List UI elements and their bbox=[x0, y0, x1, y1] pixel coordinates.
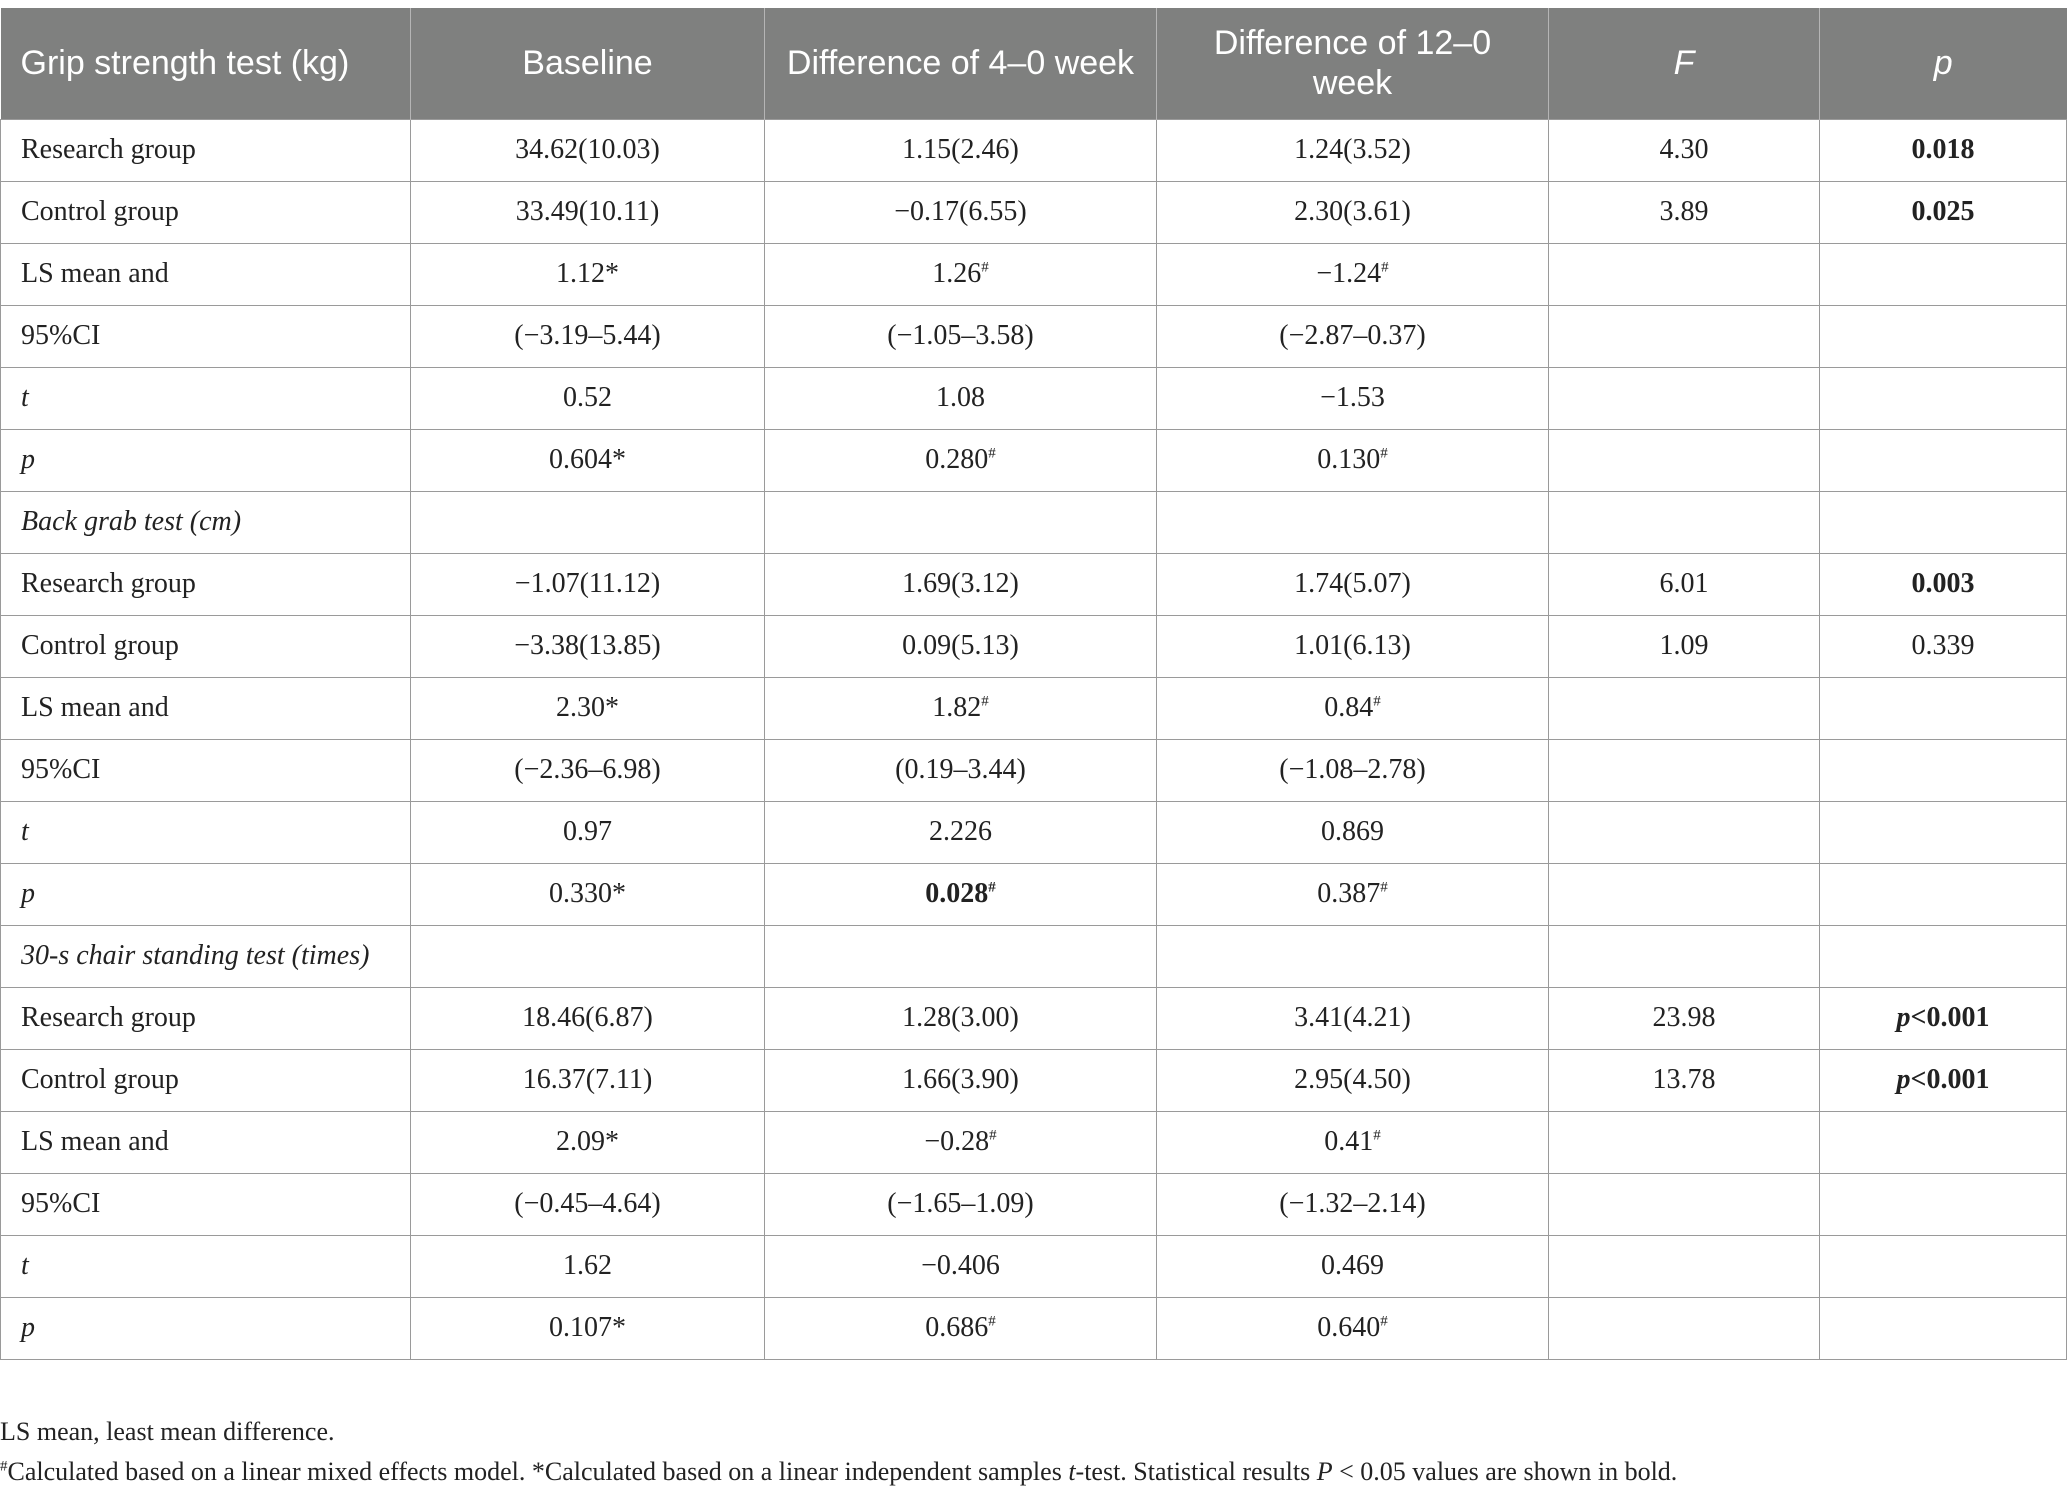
row-label: Control group bbox=[1, 615, 411, 677]
cell-value: 1.82 bbox=[932, 692, 982, 723]
table-cell: 0.339 bbox=[1820, 615, 2067, 677]
table-cell bbox=[1549, 739, 1820, 801]
table-cell bbox=[1157, 1297, 1549, 1359]
table-cell: 16.37(7.11) bbox=[411, 1049, 765, 1111]
table-cell: (−1.05–3.58) bbox=[765, 305, 1157, 367]
empty-cell bbox=[1820, 925, 2067, 987]
table-cell bbox=[1549, 305, 1820, 367]
row-label: LS mean and bbox=[1, 1111, 411, 1173]
table-row bbox=[1, 1111, 2067, 1173]
hash-marker: # bbox=[988, 445, 996, 462]
table-row bbox=[1, 181, 2067, 243]
table-cell bbox=[1157, 429, 1549, 491]
table-cell bbox=[1820, 367, 2067, 429]
row-label: p bbox=[1, 863, 411, 925]
table-cell: −1.07(11.12) bbox=[411, 553, 765, 615]
cell-value: <0.001 bbox=[1910, 1002, 1990, 1033]
table-row bbox=[1, 739, 2067, 801]
table-cell bbox=[1820, 1173, 2067, 1235]
cell-value: −1.24 bbox=[1316, 258, 1382, 289]
empty-cell bbox=[1549, 491, 1820, 553]
table-cell: 0.869 bbox=[1157, 801, 1549, 863]
table-cell: −0.17(6.55) bbox=[765, 181, 1157, 243]
cell-value: <0.001 bbox=[1910, 1064, 1990, 1095]
table-row bbox=[1, 1049, 2067, 1111]
table-row bbox=[1, 863, 2067, 925]
table-cell bbox=[1820, 243, 2067, 305]
results-table bbox=[0, 8, 2067, 1360]
footnote-p: P bbox=[1316, 1457, 1333, 1486]
table-cell bbox=[1549, 1297, 1820, 1359]
table-cell: 1.69(3.12) bbox=[765, 553, 1157, 615]
row-label: t bbox=[1, 801, 411, 863]
cell-value: 0.686 bbox=[925, 1312, 989, 1343]
table-cell: 1.74(5.07) bbox=[1157, 553, 1549, 615]
table-cell bbox=[765, 677, 1157, 739]
p-symbol: p bbox=[1896, 1064, 1911, 1095]
header-row bbox=[1, 8, 2067, 119]
table-cell: 0.107* bbox=[411, 1297, 765, 1359]
empty-cell bbox=[1549, 925, 1820, 987]
cell-value: 0.41 bbox=[1324, 1126, 1374, 1157]
hash-marker: # bbox=[1373, 693, 1381, 710]
table-cell: 2.95(4.50) bbox=[1157, 1049, 1549, 1111]
table-cell: (−2.87–0.37) bbox=[1157, 305, 1549, 367]
table-cell: −0.406 bbox=[765, 1235, 1157, 1297]
table-cell bbox=[1820, 1049, 2067, 1111]
table-cell: 0.025 bbox=[1820, 181, 2067, 243]
footnote-t: t bbox=[1068, 1457, 1076, 1486]
hash-marker: # bbox=[988, 1313, 996, 1330]
empty-cell bbox=[1157, 925, 1549, 987]
table-footnotes bbox=[0, 1412, 2060, 1492]
table-cell: 1.09 bbox=[1549, 615, 1820, 677]
header-cell-measure: Grip strength test (kg) bbox=[1, 8, 411, 119]
row-label: p bbox=[1, 429, 411, 491]
row-label: LS mean and bbox=[1, 243, 411, 305]
table-row bbox=[1, 367, 2067, 429]
hash-marker: # bbox=[988, 879, 996, 896]
table-cell: 1.12* bbox=[411, 243, 765, 305]
table-row bbox=[1, 429, 2067, 491]
cell-value: −0.28 bbox=[924, 1126, 990, 1157]
row-label: 95%CI bbox=[1, 739, 411, 801]
cell-value: 1.26 bbox=[932, 258, 982, 289]
row-label: Research group bbox=[1, 553, 411, 615]
table-cell bbox=[1820, 739, 2067, 801]
table-cell bbox=[1549, 801, 1820, 863]
cell-value: 0.280 bbox=[925, 444, 989, 475]
table-cell bbox=[1820, 305, 2067, 367]
table-cell: 2.30* bbox=[411, 677, 765, 739]
hash-marker: # bbox=[1381, 259, 1389, 276]
table-cell: (−1.65–1.09) bbox=[765, 1173, 1157, 1235]
table-cell: 4.30 bbox=[1549, 119, 1820, 181]
table-cell: 1.15(2.46) bbox=[765, 119, 1157, 181]
table-cell: 1.28(3.00) bbox=[765, 987, 1157, 1049]
table-cell bbox=[765, 429, 1157, 491]
results-table-container bbox=[0, 8, 2066, 1360]
table-cell: (0.19–3.44) bbox=[765, 739, 1157, 801]
hash-marker: # bbox=[1380, 1313, 1388, 1330]
table-cell: (−2.36–6.98) bbox=[411, 739, 765, 801]
empty-cell bbox=[765, 491, 1157, 553]
p-symbol: p bbox=[1896, 1002, 1911, 1033]
empty-cell bbox=[411, 491, 765, 553]
table-cell: 23.98 bbox=[1549, 987, 1820, 1049]
cell-value: 0.028 bbox=[925, 878, 989, 909]
row-label: t bbox=[1, 367, 411, 429]
row-label: LS mean and bbox=[1, 677, 411, 739]
hash-marker: # bbox=[989, 1127, 997, 1144]
table-row bbox=[1, 243, 2067, 305]
footnote-methods bbox=[0, 1452, 2060, 1492]
header-cell-baseline: Baseline bbox=[411, 8, 765, 119]
table-cell: (−1.08–2.78) bbox=[1157, 739, 1549, 801]
table-row bbox=[1, 305, 2067, 367]
table-cell bbox=[1549, 1111, 1820, 1173]
section-label: 30-s chair standing test (times) bbox=[1, 925, 411, 987]
table-cell: 0.330* bbox=[411, 863, 765, 925]
table-cell: (−3.19–5.44) bbox=[411, 305, 765, 367]
table-cell: 1.24(3.52) bbox=[1157, 119, 1549, 181]
table-cell bbox=[765, 863, 1157, 925]
table-row bbox=[1, 1297, 2067, 1359]
table-cell bbox=[765, 1111, 1157, 1173]
table-cell: 1.01(6.13) bbox=[1157, 615, 1549, 677]
table-cell: 1.62 bbox=[411, 1235, 765, 1297]
table-cell bbox=[1549, 677, 1820, 739]
row-label: Research group bbox=[1, 987, 411, 1049]
table-cell bbox=[1820, 1111, 2067, 1173]
table-row bbox=[1, 677, 2067, 739]
table-cell: −1.53 bbox=[1157, 367, 1549, 429]
table-cell bbox=[765, 243, 1157, 305]
hash-marker: # bbox=[1373, 1127, 1381, 1144]
empty-cell bbox=[1820, 491, 2067, 553]
hash-marker: # bbox=[1380, 879, 1388, 896]
hash-marker: # bbox=[981, 259, 989, 276]
table-cell bbox=[1549, 429, 1820, 491]
table-cell: 13.78 bbox=[1549, 1049, 1820, 1111]
footnote-abbreviation: LS mean, least mean difference. bbox=[0, 1417, 335, 1446]
table-cell bbox=[1157, 243, 1549, 305]
empty-cell bbox=[765, 925, 1157, 987]
table-cell bbox=[1820, 677, 2067, 739]
header-cell-diff-12-0: Difference of 12–0 week bbox=[1157, 8, 1549, 119]
header-cell-f: F bbox=[1549, 8, 1820, 119]
table-cell: 0.469 bbox=[1157, 1235, 1549, 1297]
table-cell: 0.003 bbox=[1820, 553, 2067, 615]
row-label: Research group bbox=[1, 119, 411, 181]
table-cell bbox=[1157, 1111, 1549, 1173]
table-cell: 2.09* bbox=[411, 1111, 765, 1173]
table-row bbox=[1, 1235, 2067, 1297]
table-cell: 0.52 bbox=[411, 367, 765, 429]
table-cell: 34.62(10.03) bbox=[411, 119, 765, 181]
cell-value: 0.130 bbox=[1317, 444, 1381, 475]
row-label: Control group bbox=[1, 181, 411, 243]
table-cell: 33.49(10.11) bbox=[411, 181, 765, 243]
table-cell: 1.08 bbox=[765, 367, 1157, 429]
table-cell bbox=[1820, 863, 2067, 925]
table-cell: 6.01 bbox=[1549, 553, 1820, 615]
footnote-text-1: Calculated based on a linear mixed effects model. *Calculated based on a linear independent samples bbox=[7, 1457, 1069, 1486]
table-row bbox=[1, 615, 2067, 677]
table-body bbox=[1, 119, 2067, 1359]
table-cell bbox=[1549, 863, 1820, 925]
row-label: 95%CI bbox=[1, 305, 411, 367]
row-label: t bbox=[1, 1235, 411, 1297]
table-cell: 1.66(3.90) bbox=[765, 1049, 1157, 1111]
row-label: Control group bbox=[1, 1049, 411, 1111]
hash-marker: # bbox=[1380, 445, 1388, 462]
row-label: p bbox=[1, 1297, 411, 1359]
table-cell bbox=[765, 1297, 1157, 1359]
table-row bbox=[1, 987, 2067, 1049]
table-cell bbox=[1820, 801, 2067, 863]
row-label: 95%CI bbox=[1, 1173, 411, 1235]
table-cell bbox=[1157, 677, 1549, 739]
table-row bbox=[1, 801, 2067, 863]
table-row bbox=[1, 553, 2067, 615]
table-cell bbox=[1549, 1235, 1820, 1297]
section-label: Back grab test (cm) bbox=[1, 491, 411, 553]
table-cell bbox=[1549, 243, 1820, 305]
header-cell-diff-4-0: Difference of 4–0 week bbox=[765, 8, 1157, 119]
table-cell: 0.604* bbox=[411, 429, 765, 491]
table-cell: (−1.32–2.14) bbox=[1157, 1173, 1549, 1235]
empty-cell bbox=[1157, 491, 1549, 553]
table-cell bbox=[1820, 429, 2067, 491]
table-cell: 0.018 bbox=[1820, 119, 2067, 181]
table-cell bbox=[1549, 367, 1820, 429]
cell-value: 0.84 bbox=[1324, 692, 1374, 723]
table-cell: 3.89 bbox=[1549, 181, 1820, 243]
table-cell: 18.46(6.87) bbox=[411, 987, 765, 1049]
cell-value: 0.640 bbox=[1317, 1312, 1381, 1343]
table-cell bbox=[1157, 863, 1549, 925]
footnote-text-3: < 0.05 values are shown in bold. bbox=[1332, 1457, 1678, 1486]
section-row bbox=[1, 491, 2067, 553]
table-cell: (−0.45–4.64) bbox=[411, 1173, 765, 1235]
table-cell: 0.09(5.13) bbox=[765, 615, 1157, 677]
hash-marker: # bbox=[981, 693, 989, 710]
table-cell bbox=[1549, 1173, 1820, 1235]
table-cell bbox=[1820, 1297, 2067, 1359]
hash-marker: # bbox=[0, 1458, 8, 1475]
table-cell: 0.97 bbox=[411, 801, 765, 863]
table-cell bbox=[1820, 1235, 2067, 1297]
table-cell: 2.226 bbox=[765, 801, 1157, 863]
section-row bbox=[1, 925, 2067, 987]
cell-value: 0.387 bbox=[1317, 878, 1381, 909]
empty-cell bbox=[411, 925, 765, 987]
table-cell bbox=[1820, 987, 2067, 1049]
table-row bbox=[1, 119, 2067, 181]
table-cell: 2.30(3.61) bbox=[1157, 181, 1549, 243]
table-cell: 3.41(4.21) bbox=[1157, 987, 1549, 1049]
table-row bbox=[1, 1173, 2067, 1235]
header-cell-p: p bbox=[1820, 8, 2067, 119]
footnote-text-2: -test. Statistical results bbox=[1075, 1457, 1317, 1486]
table-cell: −3.38(13.85) bbox=[411, 615, 765, 677]
